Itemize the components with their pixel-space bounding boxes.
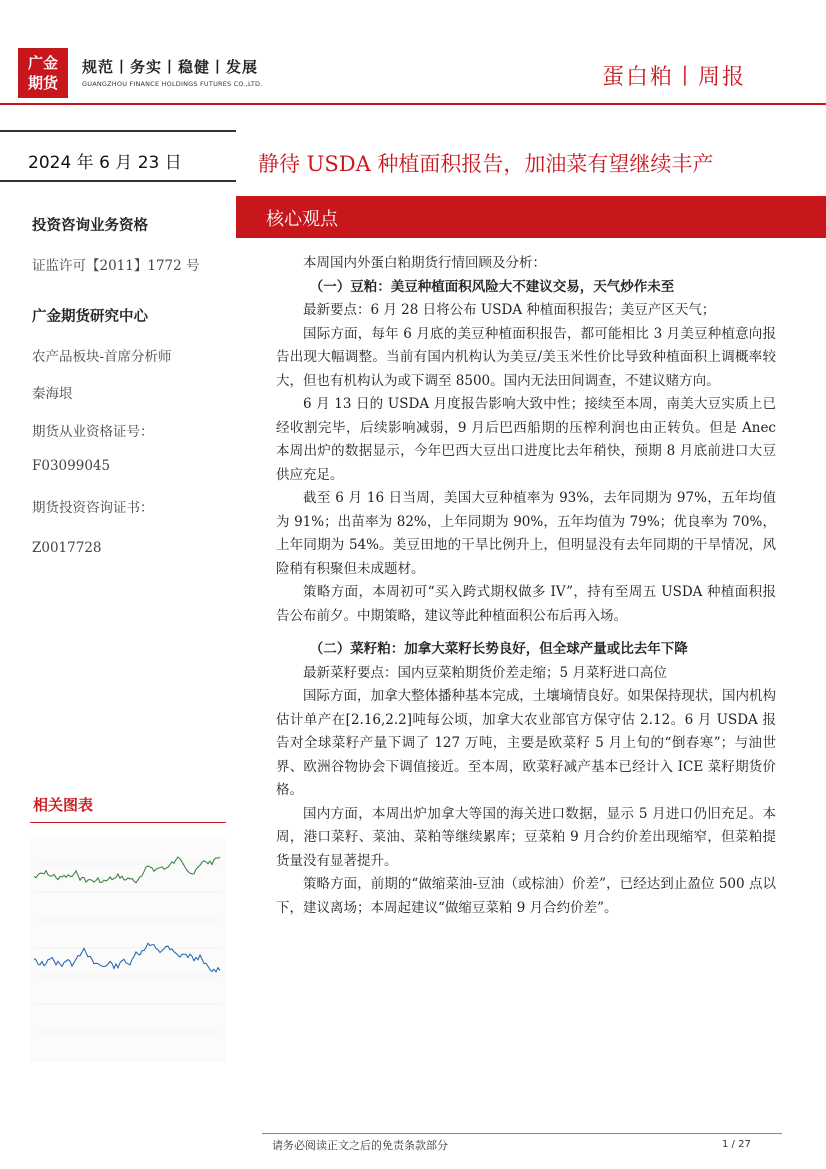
- company-english-name: GUANGZHOU FINANCE HOLDINGS FUTURES CO.,LTD.: [82, 80, 263, 88]
- body-paragraph: 国际方面，加拿大整体播种基本完成，土壤墒情良好。如果保持现状，国内机构估计单产在[2.16,2.2]吨每公顷，加拿大农业部官方保守估 2.12。6 月 USDA 报告对全球菜籽产量下调了 127 万吨，主要是欧菜籽 5 月上旬的“倒春寒”；与油世界、欧洲谷物协会下调值接近。至本周，欧菜籽减产基本已经计入 ICE 菜籽期货价格。: [276, 688, 776, 798]
- section-heading-rapeseed-meal: （二）菜籽粕：加拿大菜籽长势良好，但全球产量或比去年下降: [309, 641, 688, 657]
- qualification-title: 投资咨询业务资格: [32, 218, 148, 234]
- body-intro: 本周国内外蛋白粕期货行情回顾及分析：: [303, 255, 546, 271]
- invest-cert-label: 期货投资咨询证书：: [32, 500, 154, 516]
- body-paragraph: 最新要点：6 月 28 日将公布 USDA 种植面积报告；美豆产区天气；: [303, 302, 716, 318]
- futures-cert-label: 期货从业资格证号：: [32, 424, 154, 440]
- body-paragraph: 6 月 13 日的 USDA 月度报告影响大致中性；接续至本周，南美大豆实质上已经收割完毕，后续影响减弱，9 月后巴西船期的压榨利润也由正转负。但是 Anec 本周出炉的数据显示，今年巴西大豆出口进度比去年稍快，预期 8 月底前进口大豆供应充足。: [276, 396, 776, 483]
- license-number: 证监许可【2011】1772 号: [32, 258, 200, 274]
- footer-divider: [262, 1133, 782, 1134]
- report-type: 蛋白粕丨周报: [601, 65, 746, 90]
- disclaimer-note: 请务必阅读正文之后的免责条款部分: [272, 1139, 448, 1152]
- logo-line-1: 广金: [27, 54, 58, 72]
- analyst-role: 农产品板块-首席分析师: [32, 349, 172, 365]
- body-paragraph: 国际方面，每年 6 月底的美豆种植面积报告，都可能相比 3 月美豆种植意向报告出现大幅调整。当前有国内机构认为美豆/美玉米性价比导致种植面积上调概率较大，但也有机构认为或下调至 8500。国内无法田间调查，不建议赌方向。: [276, 325, 776, 389]
- related-charts-divider: [30, 822, 226, 823]
- chart-background: [30, 836, 226, 1062]
- body-paragraph: 国内方面，本周出炉加拿大等国的海关进口数据，显示 5 月进口仍旧充足。本周，港口菜籽、菜油、菜粕等继续累库；豆菜粕 9 月合约价差出现缩窄，但菜粕提货量没有显著提升。: [276, 805, 776, 869]
- report-date: 2024 年 6 月 23 日: [0, 130, 236, 182]
- core-view-title: 核心观点: [266, 209, 338, 230]
- page-number: 1 / 27: [722, 1139, 751, 1150]
- analyst-name: 秦海垠: [32, 386, 73, 402]
- logo-line-2: 期货: [27, 74, 58, 92]
- header-divider: [0, 103, 826, 105]
- main-body: [276, 252, 776, 920]
- body-paragraph: 截至 6 月 16 日当周，美国大豆种植率为 93%，去年同期为 97%，五年均值为 91%；出苗率为 82%，上年同期为 90%，五年均值为 79%；优良率为 70%，上年同期为 54%。美豆田地的干旱比例升上，但明显没有去年同期的干旱情况，风险稍有积聚但未成题材。: [276, 490, 776, 577]
- report-headline: 静待 USDA 种植面积报告，加油菜有望继续丰产: [258, 152, 714, 176]
- body-paragraph: 策略方面，前期的“做缩菜油-豆油（或棕油）价差”，已经达到止盈位 500 点以下，建议离场；本周起建议“做缩豆菜粕 9 月合约价差”。: [276, 876, 776, 916]
- research-center: 广金期货研究中心: [32, 309, 148, 325]
- related-charts-title: 相关图表: [33, 796, 94, 814]
- related-chart-svg: [30, 836, 226, 1062]
- body-paragraph: 最新菜籽要点：国内豆菜粕期货价差走缩；5 月菜籽进口高位: [303, 664, 667, 681]
- company-slogan: 规范丨务实丨稳健丨发展: [82, 58, 259, 76]
- futures-cert-number: F03099045: [32, 458, 111, 474]
- related-chart-thumbnail: [30, 836, 226, 1062]
- body-paragraph: 策略方面，本周初可“买入跨式期权做多 IV”，持有至周五 USDA 种植面积报告公布前夕。中期策略，建议等此种植面积公布后再入场。: [276, 584, 776, 624]
- invest-cert-number: Z0017728: [32, 540, 102, 556]
- section-heading-soymeal: （一）豆粕：美豆种植面积风险大不建议交易，天气炒作未至: [309, 278, 675, 295]
- company-logo: [18, 48, 68, 98]
